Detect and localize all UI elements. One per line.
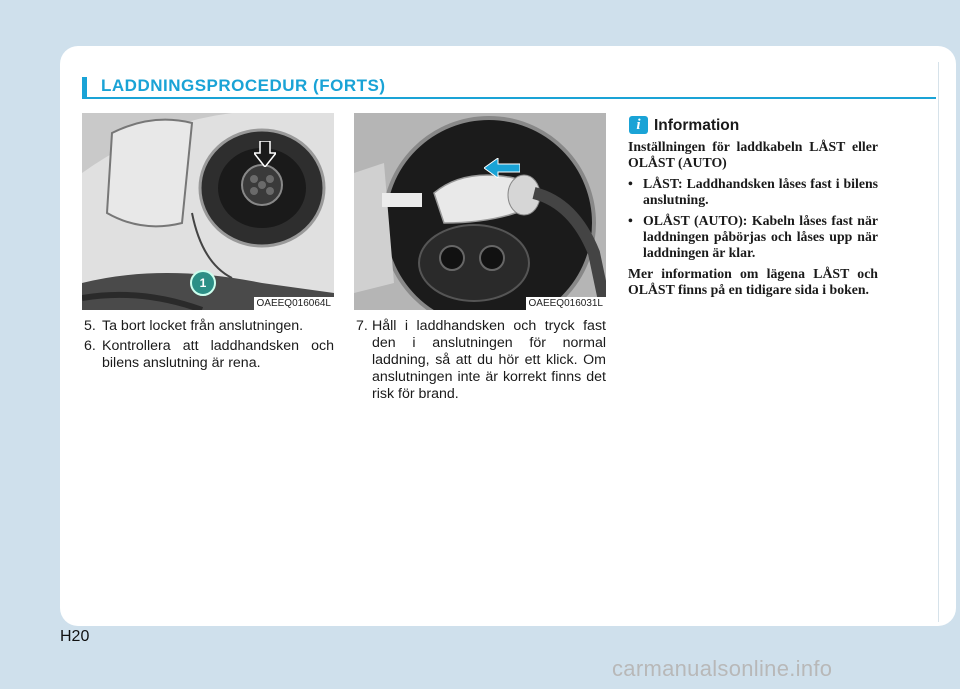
bullet-dot: •: [628, 175, 633, 191]
bullet-dot: •: [628, 212, 633, 228]
info-outro: Mer information om lägena LÅST och OLÅST finns på en tidigare sida i boken.: [628, 265, 878, 298]
step-number: 5.: [84, 318, 96, 334]
info-body: [628, 139, 878, 299]
page-number: H20: [60, 628, 90, 645]
down-arrow-icon: [254, 141, 276, 167]
section-title: LADDNINGSPROCEDUR (FORTS): [101, 76, 386, 95]
watermark: carmanualsonline.info: [612, 656, 833, 681]
step-number: 6.: [84, 338, 96, 354]
step-text: Ta bort locket från anslutningen.: [102, 318, 304, 334]
pointer-arrow-icon: [484, 158, 520, 178]
title-accent-bar: [82, 77, 87, 97]
info-bullet: [628, 213, 878, 262]
page-edge-line: [938, 62, 939, 622]
photo-code: OAEEQ016064L: [254, 297, 335, 310]
charging-handle-illustration: [354, 113, 606, 310]
info-heading: Information: [654, 117, 740, 134]
info-bullet: [628, 176, 878, 209]
bullet-text: OLÅST (AUTO): Kabeln låses fast när laddningen påbörjas och låses upp när laddningen är klar.: [643, 212, 878, 261]
callout-1-icon: 1: [190, 270, 216, 296]
step-5: [84, 318, 334, 335]
step-text: Håll i laddhandsken och tryck fast den i anslutningen för normal laddning, så att du hör ett klick. Om anslutningen inte är korrekt finns det risk för brand.: [372, 318, 606, 402]
charging-port-photo: [82, 113, 334, 310]
info-icon: i: [629, 116, 648, 134]
info-intro: Inställningen för laddkabeln LÅST eller OLÅST (AUTO): [628, 139, 878, 171]
step-6: [84, 338, 334, 372]
photo-code: OAEEQ016031L: [526, 297, 607, 310]
step-number: 7.: [356, 318, 368, 334]
title-rule: [82, 97, 936, 99]
charging-handle-photo: [354, 113, 606, 310]
step-text: Kontrollera att laddhandsken och bilens anslutning är rena.: [102, 338, 334, 371]
bullet-text: LÅST: Laddhandsken låses fast i bilens anslutning.: [643, 175, 878, 208]
step-7: [356, 318, 606, 403]
